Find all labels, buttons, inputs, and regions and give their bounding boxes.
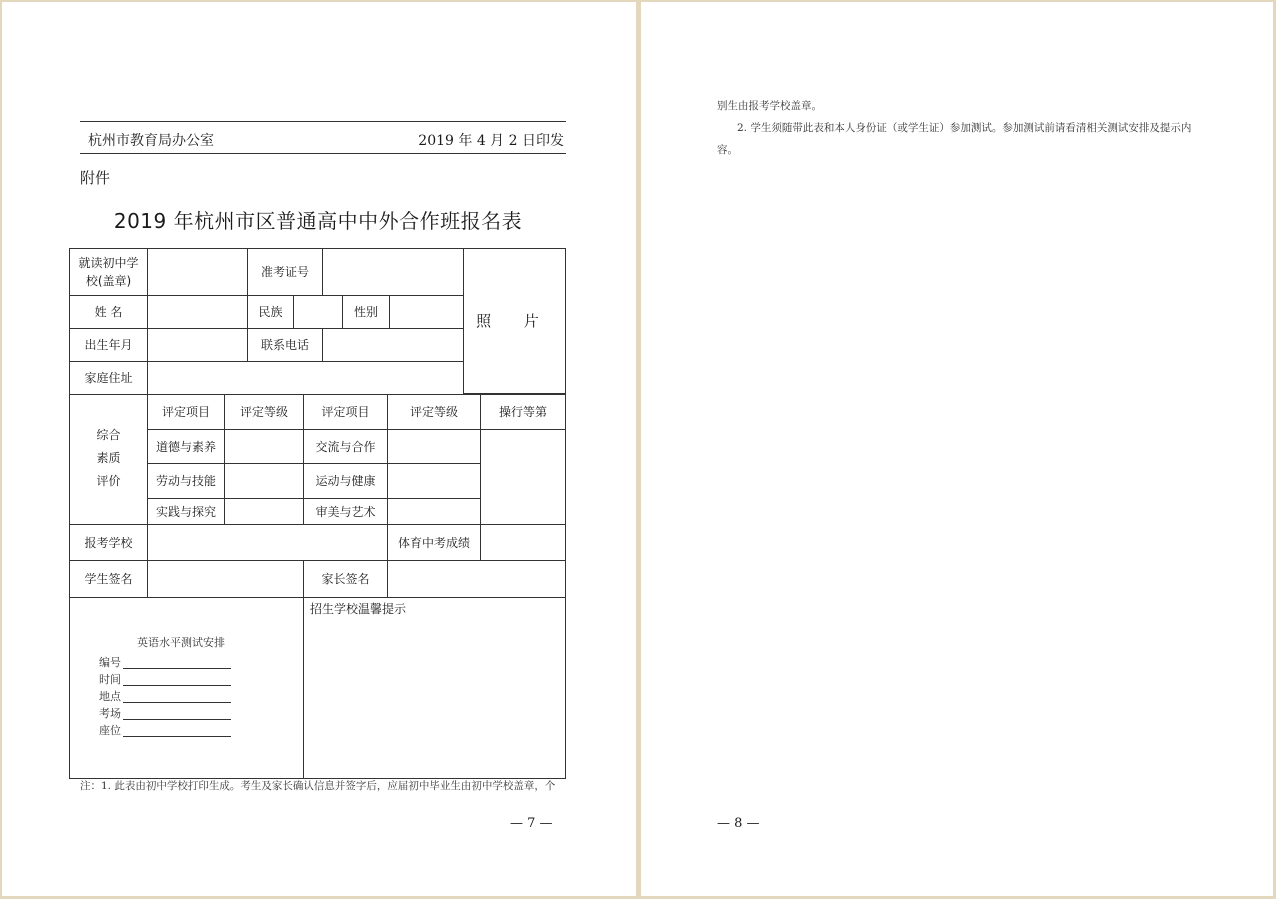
eval-header-item-label: 评定项目 — [161, 405, 210, 419]
eval-header-grade — [224, 394, 304, 430]
apply-school-label: 报考学校 — [84, 535, 133, 550]
photo-box[interactable] — [463, 248, 566, 394]
photo-label: 照 片 — [476, 312, 553, 330]
registration-form — [69, 248, 566, 779]
eval-grade-arts[interactable] — [387, 498, 481, 525]
header-top-rule — [80, 121, 566, 122]
eval-item-arts: 审美与艺术 — [315, 504, 376, 519]
eval-item-arts-cell — [303, 498, 388, 525]
birth-label: 出生年月 — [84, 338, 133, 352]
eval-grade-communication[interactable] — [387, 429, 481, 464]
footnote-line-2: 2. 学生须随带此表和本人身份证（或学生证）参加测试。参加测试前请看清相关测试安排及提示内 — [737, 122, 1192, 134]
name-label-cell — [69, 295, 148, 329]
address-label-cell — [69, 361, 148, 395]
tips-label: 招生学校温馨提示 — [310, 602, 407, 616]
school-input[interactable] — [147, 248, 248, 296]
english-test-field-time: 时间 — [99, 671, 231, 688]
gender-input[interactable] — [389, 295, 464, 329]
eval-label: 综合 素质 评价 — [96, 428, 121, 488]
student-sign-label-cell — [69, 560, 148, 598]
parent-sign-label-cell — [303, 560, 388, 598]
pe-score-label-cell — [387, 524, 481, 561]
exam-id-label: 准考证号 — [260, 265, 309, 279]
room-blank[interactable] — [123, 705, 231, 720]
exam-id-label-cell — [247, 248, 323, 296]
phone-input[interactable] — [322, 328, 464, 362]
footnote-line-1: 注：1. 此表由初中学校打印生成。考生及家长确认信息并签字后，应届初中毕业生由初中学校盖章，个 — [80, 780, 556, 792]
tips-box — [303, 597, 566, 779]
address-input[interactable] — [147, 361, 464, 395]
number-blank[interactable] — [123, 654, 231, 669]
eval-item-practice: 实践与探究 — [155, 504, 216, 519]
issue-date: 2019 年 4 月 2 日印发 — [418, 133, 564, 149]
parent-sign-input[interactable] — [387, 560, 566, 598]
attachment-label: 附件 — [80, 169, 111, 187]
eval-item-labor: 劳动与技能 — [155, 474, 216, 488]
phone-label-cell — [247, 328, 323, 362]
eval-item-sports-cell — [303, 463, 388, 499]
header-bottom-rule — [80, 153, 566, 154]
ethnicity-label-cell — [247, 295, 294, 329]
eval-item-communication: 交流与合作 — [315, 439, 376, 454]
document-page-right — [641, 2, 1273, 896]
student-sign-label: 学生签名 — [84, 572, 133, 586]
name-label: 姓 名 — [94, 305, 123, 319]
pe-score-label: 体育中考成绩 — [397, 535, 470, 550]
address-label: 家庭住址 — [84, 371, 133, 385]
eval-header-grade2-label: 评定等级 — [409, 405, 458, 419]
eval-item-communication-cell — [303, 429, 388, 464]
name-input[interactable] — [147, 295, 248, 329]
eval-header-item — [147, 394, 225, 430]
eval-item-morality-cell — [147, 429, 225, 464]
gender-label-cell — [342, 295, 390, 329]
eval-item-labor-cell — [147, 463, 225, 499]
english-test-field-location: 地点 — [99, 688, 231, 705]
eval-header-item2 — [303, 394, 388, 430]
eval-header-grade-label: 评定等级 — [239, 405, 288, 419]
eval-label-cell — [69, 394, 148, 525]
ethnicity-label: 民族 — [258, 305, 283, 319]
apply-school-label-cell — [69, 524, 148, 561]
conduct-grade-input[interactable] — [480, 429, 566, 525]
page-number-8: — 8 — — [717, 816, 760, 831]
eval-item-sports: 运动与健康 — [315, 474, 376, 488]
english-test-field-seat: 座位 — [99, 722, 231, 739]
eval-header-item2-label: 评定项目 — [321, 405, 370, 419]
eval-item-practice-cell — [147, 498, 225, 525]
english-test-field-number: 编号 — [99, 654, 231, 671]
form-title: 2019 年杭州市区普通高中中外合作班报名表 — [113, 209, 523, 233]
student-sign-input[interactable] — [147, 560, 304, 598]
ethnicity-input[interactable] — [293, 295, 343, 329]
eval-grade-practice[interactable] — [224, 498, 304, 525]
document-page-left — [2, 2, 636, 896]
school-label: 就读初中学 校(盖章) — [78, 256, 139, 288]
location-blank[interactable] — [123, 688, 231, 703]
eval-grade-sports[interactable] — [387, 463, 481, 499]
parent-sign-label: 家长签名 — [321, 572, 370, 586]
page-number-7: — 7 — — [510, 816, 553, 831]
eval-grade-labor[interactable] — [224, 463, 304, 499]
eval-header-grade2 — [387, 394, 481, 430]
exam-id-input[interactable] — [322, 248, 464, 296]
gender-label: 性别 — [353, 305, 378, 319]
footnote-continued: 别生由报考学校盖章。 — [717, 100, 822, 112]
eval-grade-morality[interactable] — [224, 429, 304, 464]
time-blank[interactable] — [123, 671, 231, 686]
school-label-cell — [69, 248, 148, 296]
english-test-title: 英语水平测试安排 — [137, 636, 225, 649]
english-test-field-room: 考场 — [99, 705, 231, 722]
eval-header-conduct — [480, 394, 566, 430]
pe-score-input[interactable] — [480, 524, 566, 561]
eval-header-conduct-label: 操行等第 — [498, 405, 547, 419]
seat-blank[interactable] — [123, 722, 231, 737]
birth-input[interactable] — [147, 328, 248, 362]
footnote-line-3: 容。 — [717, 144, 738, 156]
phone-label: 联系电话 — [260, 338, 309, 352]
issuer-name: 杭州市教育局办公室 — [88, 133, 214, 149]
birth-label-cell — [69, 328, 148, 362]
eval-item-morality: 道德与素养 — [155, 439, 216, 454]
english-test-arrangement — [99, 634, 231, 739]
apply-school-input[interactable] — [147, 524, 388, 561]
